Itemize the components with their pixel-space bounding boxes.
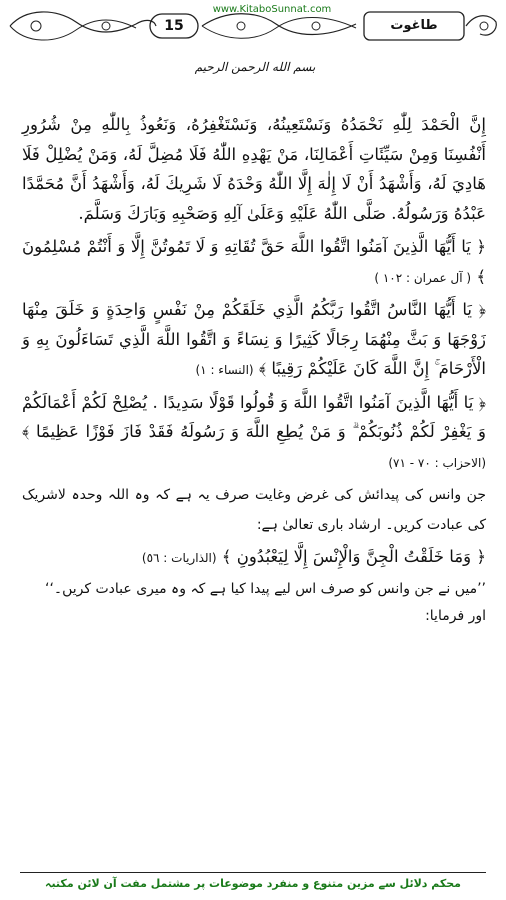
verse-3 <box>22 388 486 477</box>
opening-sermon: إِنَّ الْحَمْدَ لِلّٰهِ نَحْمَدُهُ وَنَسْتَعِينُهُ، وَنَسْتَغْفِرُهُ، وَنَعُوذُ بِاللّٰهِ مِنْ شُرُورِ أَنْفُسِنَا وَمِنْ سَيِّئَاتِ أَعْمَالِنَا، مَنْ يَهْدِهِ اللّٰهُ فَلَا مُضِلَّ لَهُ، وَمَنْ يُضْلِلْ فَلَا هَادِيَ لَهُ، وَأَشْهَدُ أَنْ لَا إِلٰهَ إِلَّا اللّٰهُ وَحْدَهُ لَا شَرِيكَ لَهُ، وَأَشْهَدُ أَنَّ مُحَمَّدًا عَبْدُهُ وَرَسُولُهُ. صَلَّى اللّٰهُ عَلَيْهِ وَعَلَىٰ آلِهِ وَصَحْبِهِ وَبَارَكَ وَسَلَّمَ. <box>22 115 486 223</box>
basmala-calligraphy: بسم الله الرحمن الرحيم <box>194 60 316 74</box>
verse-reference: ( آل عمران : ١٠٢ ) <box>374 270 472 285</box>
verse-reference: (النساء : ١) <box>195 363 254 377</box>
book-title: طاغوت <box>390 18 438 33</box>
verse-text: ﴿ يَا أَيُّهَا الَّذِينَ آمَنُوا اتَّقُوا اللَّهَ حَقَّ تُقَاتِهِ وَ لَا تَمُوتُنَّ إِلَّا وَ أَنْتُمْ مُسْلِمُونَ ﴾ <box>22 237 486 286</box>
final-verse <box>22 542 486 572</box>
verse-reference: (الذاريات : ٥٦) <box>141 551 217 565</box>
urdu-translation: ’’میں نے جن وانس کو صرف اس لیے پیدا کیا ہے کہ وہ میری عبادت کریں۔‘‘ <box>45 580 486 597</box>
site-url: www.KitaboSunnat.com <box>212 4 332 15</box>
urdu-intro-paragraph: جن وانس کی پیدائش کی غرض وغایت صرف یہ ہے کہ وہ اللہ وحدہ لاشریک کی عبادت کریں۔ ارشاد باری تعالیٰ ہے: <box>22 487 486 533</box>
page-content <box>22 110 486 638</box>
footer-divider <box>20 872 486 873</box>
page-number: 15 <box>164 18 184 34</box>
verse-reference: (الاحزاب : ٧٠ - ٧١) <box>388 455 486 470</box>
verse-text: ﴿ يَا أَيُّهَا النَّاسُ اتَّقُوا رَبَّكُمُ الَّذِي خَلَقَكُمْ مِنْ نَفْسٍ وَاحِدَةٍ وَ خَلَقَ مِنْهَا زَوْجَهَا وَ بَثَّ مِنْهُمَا رِجَالًا كَثِيرًا وَ نِسَاءً وَ اتَّقُوا اللَّهَ الَّذِي تَسَاءَلُونَ بِهِ وَ الْأَرْحَامَ ۚ إِنَّ اللَّهَ كَانَ عَلَيْكُمْ رَقِيبًا ﴾ <box>22 300 486 378</box>
footer-text: محکم دلائل سے مزین متنوع و منفرد موضوعات پر مشتمل مفت آن لائن مکتبہ <box>45 877 461 890</box>
closing-line: اور فرمایا: <box>425 607 486 624</box>
verse-text: ﴿ وَمَا خَلَقْتُ الْجِنَّ وَالْإِنْسَ إِلَّا لِيَعْبُدُونِ ﴾ <box>221 547 486 566</box>
verse-2 <box>22 295 486 384</box>
verse-text: ﴿ يَا أَيُّهَا الَّذِينَ آمَنُوا اتَّقُوا اللَّهَ وَ قُولُوا قَوْلًا سَدِيدًا . يُصْلِحْ لَكُمْ أَعْمَالَكُمْ وَ يَغْفِرْ لَكُمْ ذُنُوبَكُمْ ۗ وَ مَنْ يُطِعِ اللَّهَ وَ رَسُولَهُ فَقَدْ فَازَ فَوْزًا عَظِيمًا ﴾ <box>22 392 486 441</box>
page-header <box>6 4 500 48</box>
verse-1 <box>22 232 486 291</box>
